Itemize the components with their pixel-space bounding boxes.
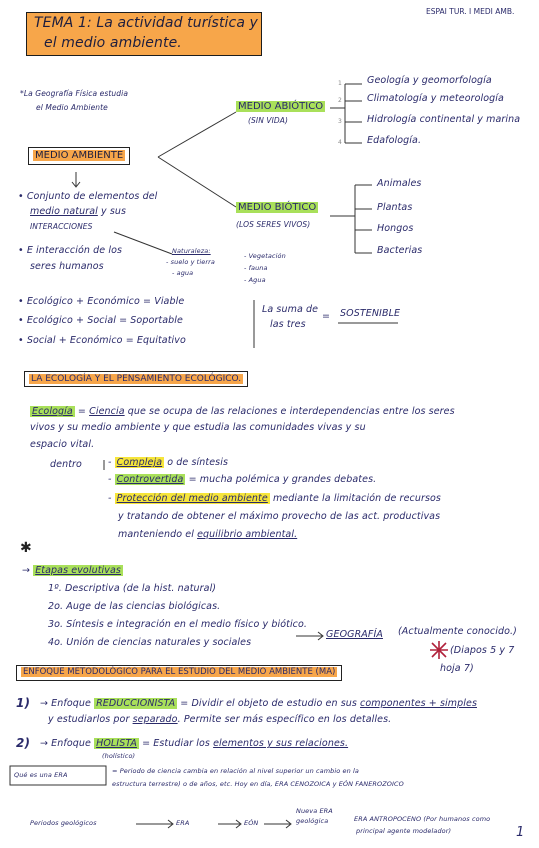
actualmente-note: (Actualmente conocido.) — [398, 626, 517, 637]
ecologia-def-line2: vivos y su medio ambiente y que estudia las comunidades vivas y su — [30, 422, 366, 433]
sustain-row: • Ecológico + Económico = Viable — [18, 296, 185, 307]
def1-line1: • Conjunto de elementos del — [18, 191, 158, 202]
geografia-label: GEOGRAFÍA — [326, 629, 383, 640]
e1-line2-c: . Permite ser más específico en los detalles. — [177, 714, 392, 725]
equilibrio: equilibrio ambiental. — [197, 529, 298, 540]
course-label: ESPAI TUR. I MEDI AMB. — [426, 7, 515, 16]
enfoque2-line1 — [40, 739, 348, 750]
biotico-label: MEDIO BIÓTICO — [238, 202, 317, 213]
title-line-2: el medio ambiente. — [44, 35, 182, 51]
sustain-row: • Social + Económico = Equitativo — [18, 335, 186, 346]
antropoceno-2: principal agente modelador) — [356, 827, 452, 835]
naturaleza-title: Naturaleza: — [172, 247, 211, 255]
era-question: Qué es una ERA — [14, 771, 68, 779]
naturaleza-item: - agua — [172, 269, 194, 277]
def2-line1: • E interacción de los — [18, 245, 123, 256]
abiotico-sub: (SIN VIDA) — [248, 116, 289, 125]
section3-title-box — [16, 665, 342, 681]
abiotico-num-3: 3 — [338, 118, 342, 125]
proteccion-rest: mediante la limitación de recursos — [269, 493, 441, 504]
e1-line2-a: y estudiarlos por — [48, 714, 133, 725]
section2-title: LA ECOLOGÍA Y EL PENSAMIENTO ECOLÓGICO. — [31, 374, 242, 384]
e2-def-b: elementos y sus relaciones. — [213, 738, 349, 749]
def1-line2-rest: y sus — [97, 206, 127, 217]
abiotico-heading — [236, 101, 325, 113]
dash: - — [108, 457, 115, 468]
arrow: → — [22, 565, 31, 576]
branch-line-biotico — [158, 157, 236, 207]
def2-line2: seres humanos — [30, 261, 104, 272]
etapas-title: Etapas evolutivas — [35, 565, 121, 576]
intro-note-2: el Medio Ambiente — [36, 103, 108, 112]
vida-item: - Vegetación — [244, 252, 286, 260]
section3-title: ENFOQUE METODOLÓGICO PARA EL ESTUDIO DEL MEDIO AMBIENTE (MA) — [23, 667, 336, 677]
controvertida: Controvertida — [116, 474, 184, 485]
compleja: Compleja — [116, 457, 163, 468]
compleja-rest: o de síntesis — [164, 457, 229, 468]
medio-ambiente-box — [28, 147, 130, 165]
timeline-item: Periodos geológicos — [30, 819, 97, 827]
enfoque1-num: 1) — [16, 696, 31, 710]
biotico-item: Hongos — [377, 223, 414, 234]
e1-def-a: = Dividir el objeto de estudio en sus — [177, 698, 361, 709]
controvertida-rest: = mucha polémica y grandes debates. — [185, 474, 377, 485]
diapos-note: (Diapos 5 y 7 — [450, 645, 515, 656]
e2-term: HOLISTA — [96, 738, 137, 749]
abiotico-num-1: 1 — [338, 80, 342, 87]
nueva-era-1: Nueva ERA — [296, 807, 333, 815]
etapa-item: 3o. Síntesis e integración en el medio físico y biótico. — [48, 619, 308, 630]
sustain-row: • Ecológico + Social = Soportable — [18, 315, 183, 326]
dash: - — [108, 493, 115, 504]
suma-line1: La suma de — [262, 304, 319, 315]
suma-line2: las tres — [270, 319, 306, 330]
e1-term: REDUCCIONISTA — [96, 698, 176, 709]
controvertida-line — [108, 475, 376, 486]
dentro-label: dentro — [50, 459, 82, 470]
etapa-item: 2o. Auge de las ciencias biológicas. — [48, 601, 221, 612]
enfoque2-num: 2) — [16, 736, 31, 750]
def1-line3: INTERACCIONES — [30, 222, 93, 231]
etapa-item: 1º. Descriptiva (de la hist. natural) — [48, 583, 217, 594]
e2-prefix: → Enfoque — [40, 738, 95, 749]
abiotico-item: Geología y geomorfología — [367, 75, 492, 86]
abiotico-item: Hidrología continental y marina — [367, 114, 521, 125]
biotico-heading — [236, 202, 318, 214]
era-def-line2: estructura terrestre) o de años, etc. Hoy en día, ERA CENOZOICA y EÓN FANEROZOICO — [112, 780, 404, 788]
abiotico-num-2: 2 — [338, 97, 342, 104]
era-def-line1: = Periodo de ciencia cambia en relación al nivel superior un cambio en la — [112, 767, 359, 775]
e2-def-a: = Estudiar los — [138, 738, 214, 749]
abiotico-label: MEDIO ABIÓTICO — [238, 101, 324, 112]
biotico-item: Bacterias — [377, 245, 423, 256]
medio-ambiente-label: MEDIO AMBIENTE — [35, 150, 124, 161]
etapa-item: 4o. Unión de ciencias naturales y sociales — [48, 637, 252, 648]
e1-line2-b: separado — [132, 714, 178, 725]
sostenible-result: SOSTENIBLE — [340, 308, 401, 319]
enfoque2-sub: (holístico) — [102, 752, 136, 760]
ecologia-def-line3: espacio vital. — [30, 439, 95, 450]
proteccion-line3 — [118, 530, 297, 541]
ecologia-def-line1 — [30, 407, 455, 418]
red-star-marker — [430, 641, 448, 659]
ecologia-term: Ecología — [32, 406, 73, 417]
naturaleza-item: - suelo y tierra — [166, 258, 215, 266]
compleja-line — [108, 458, 228, 469]
timeline-item: ERA — [176, 819, 190, 827]
vida-item: - fauna — [244, 264, 268, 272]
manteniendo: manteniendo el — [118, 529, 198, 540]
biotico-item: Animales — [377, 178, 422, 189]
etapas-heading — [22, 566, 123, 577]
hoja-note: hoja 7) — [440, 663, 474, 674]
enfoque1-line1 — [40, 699, 477, 710]
title-line-1: TEMA 1: La actividad turística y — [34, 15, 258, 31]
proteccion: Protección del medio ambiente — [116, 493, 268, 504]
dash: - — [108, 474, 115, 485]
ciencia: Ciencia — [89, 406, 125, 417]
abiotico-item: Climatología y meteorología — [367, 93, 504, 104]
page-number: 1 — [516, 825, 525, 840]
eq: = — [74, 406, 90, 417]
nueva-era-2: geológica — [296, 817, 329, 825]
biotico-sub: (LOS SERES VIVOS) — [236, 220, 311, 229]
star-icon: ✱ — [20, 540, 32, 556]
biotico-item: Plantas — [377, 202, 413, 213]
section2-title-box — [24, 371, 248, 387]
timeline-item: EÓN — [244, 819, 259, 827]
intro-note-1: *La Geografía Física estudia — [20, 89, 129, 98]
e1-def-b: componentes + simples — [360, 698, 477, 709]
medio-natural: medio natural — [30, 206, 98, 217]
enfoque1-line2 — [48, 715, 391, 726]
suma-equals: = — [322, 311, 330, 322]
branch-line-abiotico — [158, 112, 236, 157]
def1-line2 — [30, 207, 126, 218]
proteccion-line — [108, 494, 441, 505]
antropoceno-1: ERA ANTROPOCENO (Por humanos como — [354, 815, 491, 823]
proteccion-line2: y tratando de obtener el máximo provecho de las act. productivas — [118, 511, 441, 522]
abiotico-num-4: 4 — [338, 139, 342, 146]
vida-item: - Agua — [244, 276, 266, 284]
def-rest: que se ocupa de las relaciones e interdependencias entre los seres — [124, 406, 455, 417]
e1-prefix: → Enfoque — [40, 698, 95, 709]
abiotico-item: Edafología. — [367, 135, 422, 146]
